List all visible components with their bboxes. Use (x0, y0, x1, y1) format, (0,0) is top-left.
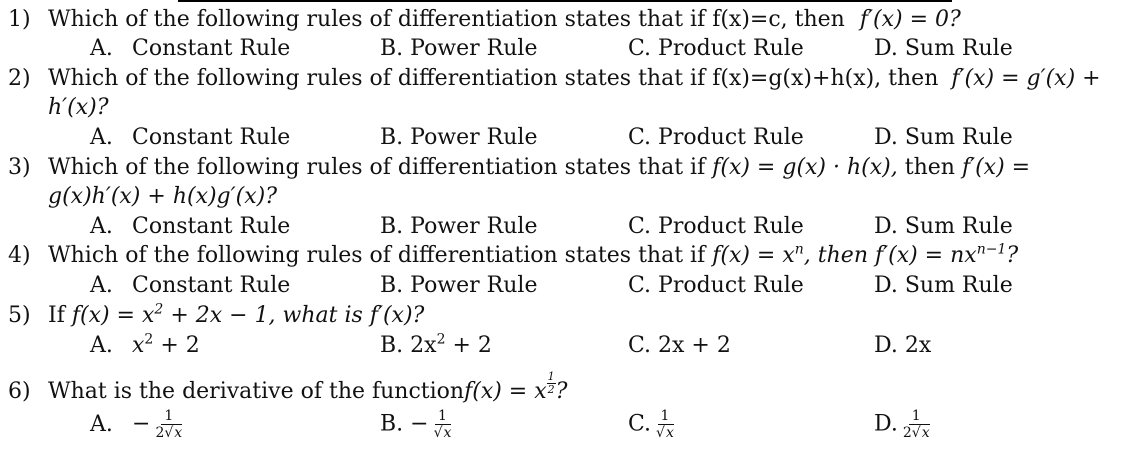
question-3 (8, 153, 1030, 183)
exponent-fraction: $\frac{1}{2}$ (547, 370, 555, 396)
option-d[interactable]: D. Sum Rule (874, 214, 1013, 239)
question-number: 1) (8, 7, 31, 32)
option-c[interactable]: C. Product Rule (628, 36, 804, 61)
question-2 (8, 64, 1101, 94)
question-1 (8, 5, 961, 35)
options-row-4 (0, 271, 1122, 301)
option-d[interactable]: D. $\frac{1}{2√x}$ (874, 408, 935, 441)
top-rule (178, 0, 952, 2)
option-c[interactable]: C. Product Rule (628, 214, 804, 239)
question-number: 2) (8, 66, 31, 91)
option-b[interactable]: B. Power Rule (380, 214, 538, 239)
options-row-3 (0, 212, 1122, 242)
option-d[interactable]: D. Sum Rule (874, 125, 1013, 150)
option-c[interactable]: C. Product Rule (628, 273, 804, 298)
question-math: $f(x) = x^2 + 2x - 1$, what is f′(x)? (71, 301, 425, 328)
question-math: f(x) = g(x) · h(x), (712, 155, 898, 180)
question-number: 4) (8, 243, 31, 268)
option-b[interactable]: B. $2x^2 + 2$ (380, 331, 492, 358)
option-d[interactable]: D. 2x (874, 333, 932, 358)
question-stem-then: then (904, 155, 955, 180)
question-math-2: f′(x) = (961, 155, 1031, 180)
question-continuation: g(x)h′(x) + h(x)g′(x)? (48, 184, 278, 209)
question-stem: Which of the following rules of differentiation states that if (48, 155, 706, 180)
question-stem: What is the derivative of the function (48, 379, 465, 404)
question-math: f(x) = x $\frac{1}{2}$ ? (464, 370, 568, 404)
options-row-6 (0, 408, 1122, 448)
question-stem: If (48, 303, 65, 328)
option-a[interactable]: A. Constant Rule (90, 214, 291, 239)
option-b[interactable]: B. Power Rule (380, 273, 538, 298)
option-a[interactable]: A. Constant Rule (90, 125, 291, 150)
option-a[interactable]: A. Constant Rule (90, 273, 291, 298)
option-a[interactable]: A. Constant Rule (90, 36, 291, 61)
options-row-2 (0, 123, 1122, 153)
question-math: f′(x) = 0? (859, 7, 961, 32)
options-row-1 (0, 34, 1122, 64)
question-number: 6) (8, 379, 31, 404)
option-c[interactable]: C. $\frac{1}{√x}$ (628, 408, 679, 441)
question-stem: Which of the following rules of differentiation states that if f(x)=g(x)+h(x), then (48, 66, 939, 91)
fraction: $\frac{1}{2√x}$ (902, 408, 930, 441)
fraction: $\frac{1}{√x}$ (433, 408, 452, 441)
question-number: 5) (8, 303, 31, 328)
question-6 (8, 371, 567, 407)
fraction: $\frac{1}{√x}$ (656, 408, 674, 441)
question-4 (8, 241, 1018, 271)
question-math: f′(x) = g′(x) + (951, 66, 1101, 91)
question-5 (8, 301, 424, 331)
question-number: 3) (8, 155, 31, 180)
options-row-5 (0, 331, 1122, 361)
option-a[interactable]: A. $x^2 + 2$ (90, 331, 200, 358)
fraction: $\frac{1}{2√x}$ (155, 408, 183, 441)
question-stem: Which of the following rules of differentiation states that if (48, 243, 706, 268)
question-math: $f(x) = x^n$, then $f'(x) = nx^{n-1}$? (712, 241, 1019, 268)
question-continuation: h′(x)? (48, 95, 109, 120)
question-stem: Which of the following rules of differentiation states that if f(x)=c, then (48, 7, 845, 32)
option-b[interactable]: B. Power Rule (380, 125, 538, 150)
option-d[interactable]: D. Sum Rule (874, 36, 1013, 61)
option-b[interactable]: B. Power Rule (380, 36, 538, 61)
option-d[interactable]: D. Sum Rule (874, 273, 1013, 298)
option-b[interactable]: B. − $\frac{1}{√x}$ (380, 408, 456, 441)
option-c[interactable]: C. Product Rule (628, 125, 804, 150)
option-c[interactable]: C. 2x + 2 (628, 333, 731, 358)
option-a[interactable]: A. − $\frac{1}{2√x}$ (90, 408, 187, 441)
